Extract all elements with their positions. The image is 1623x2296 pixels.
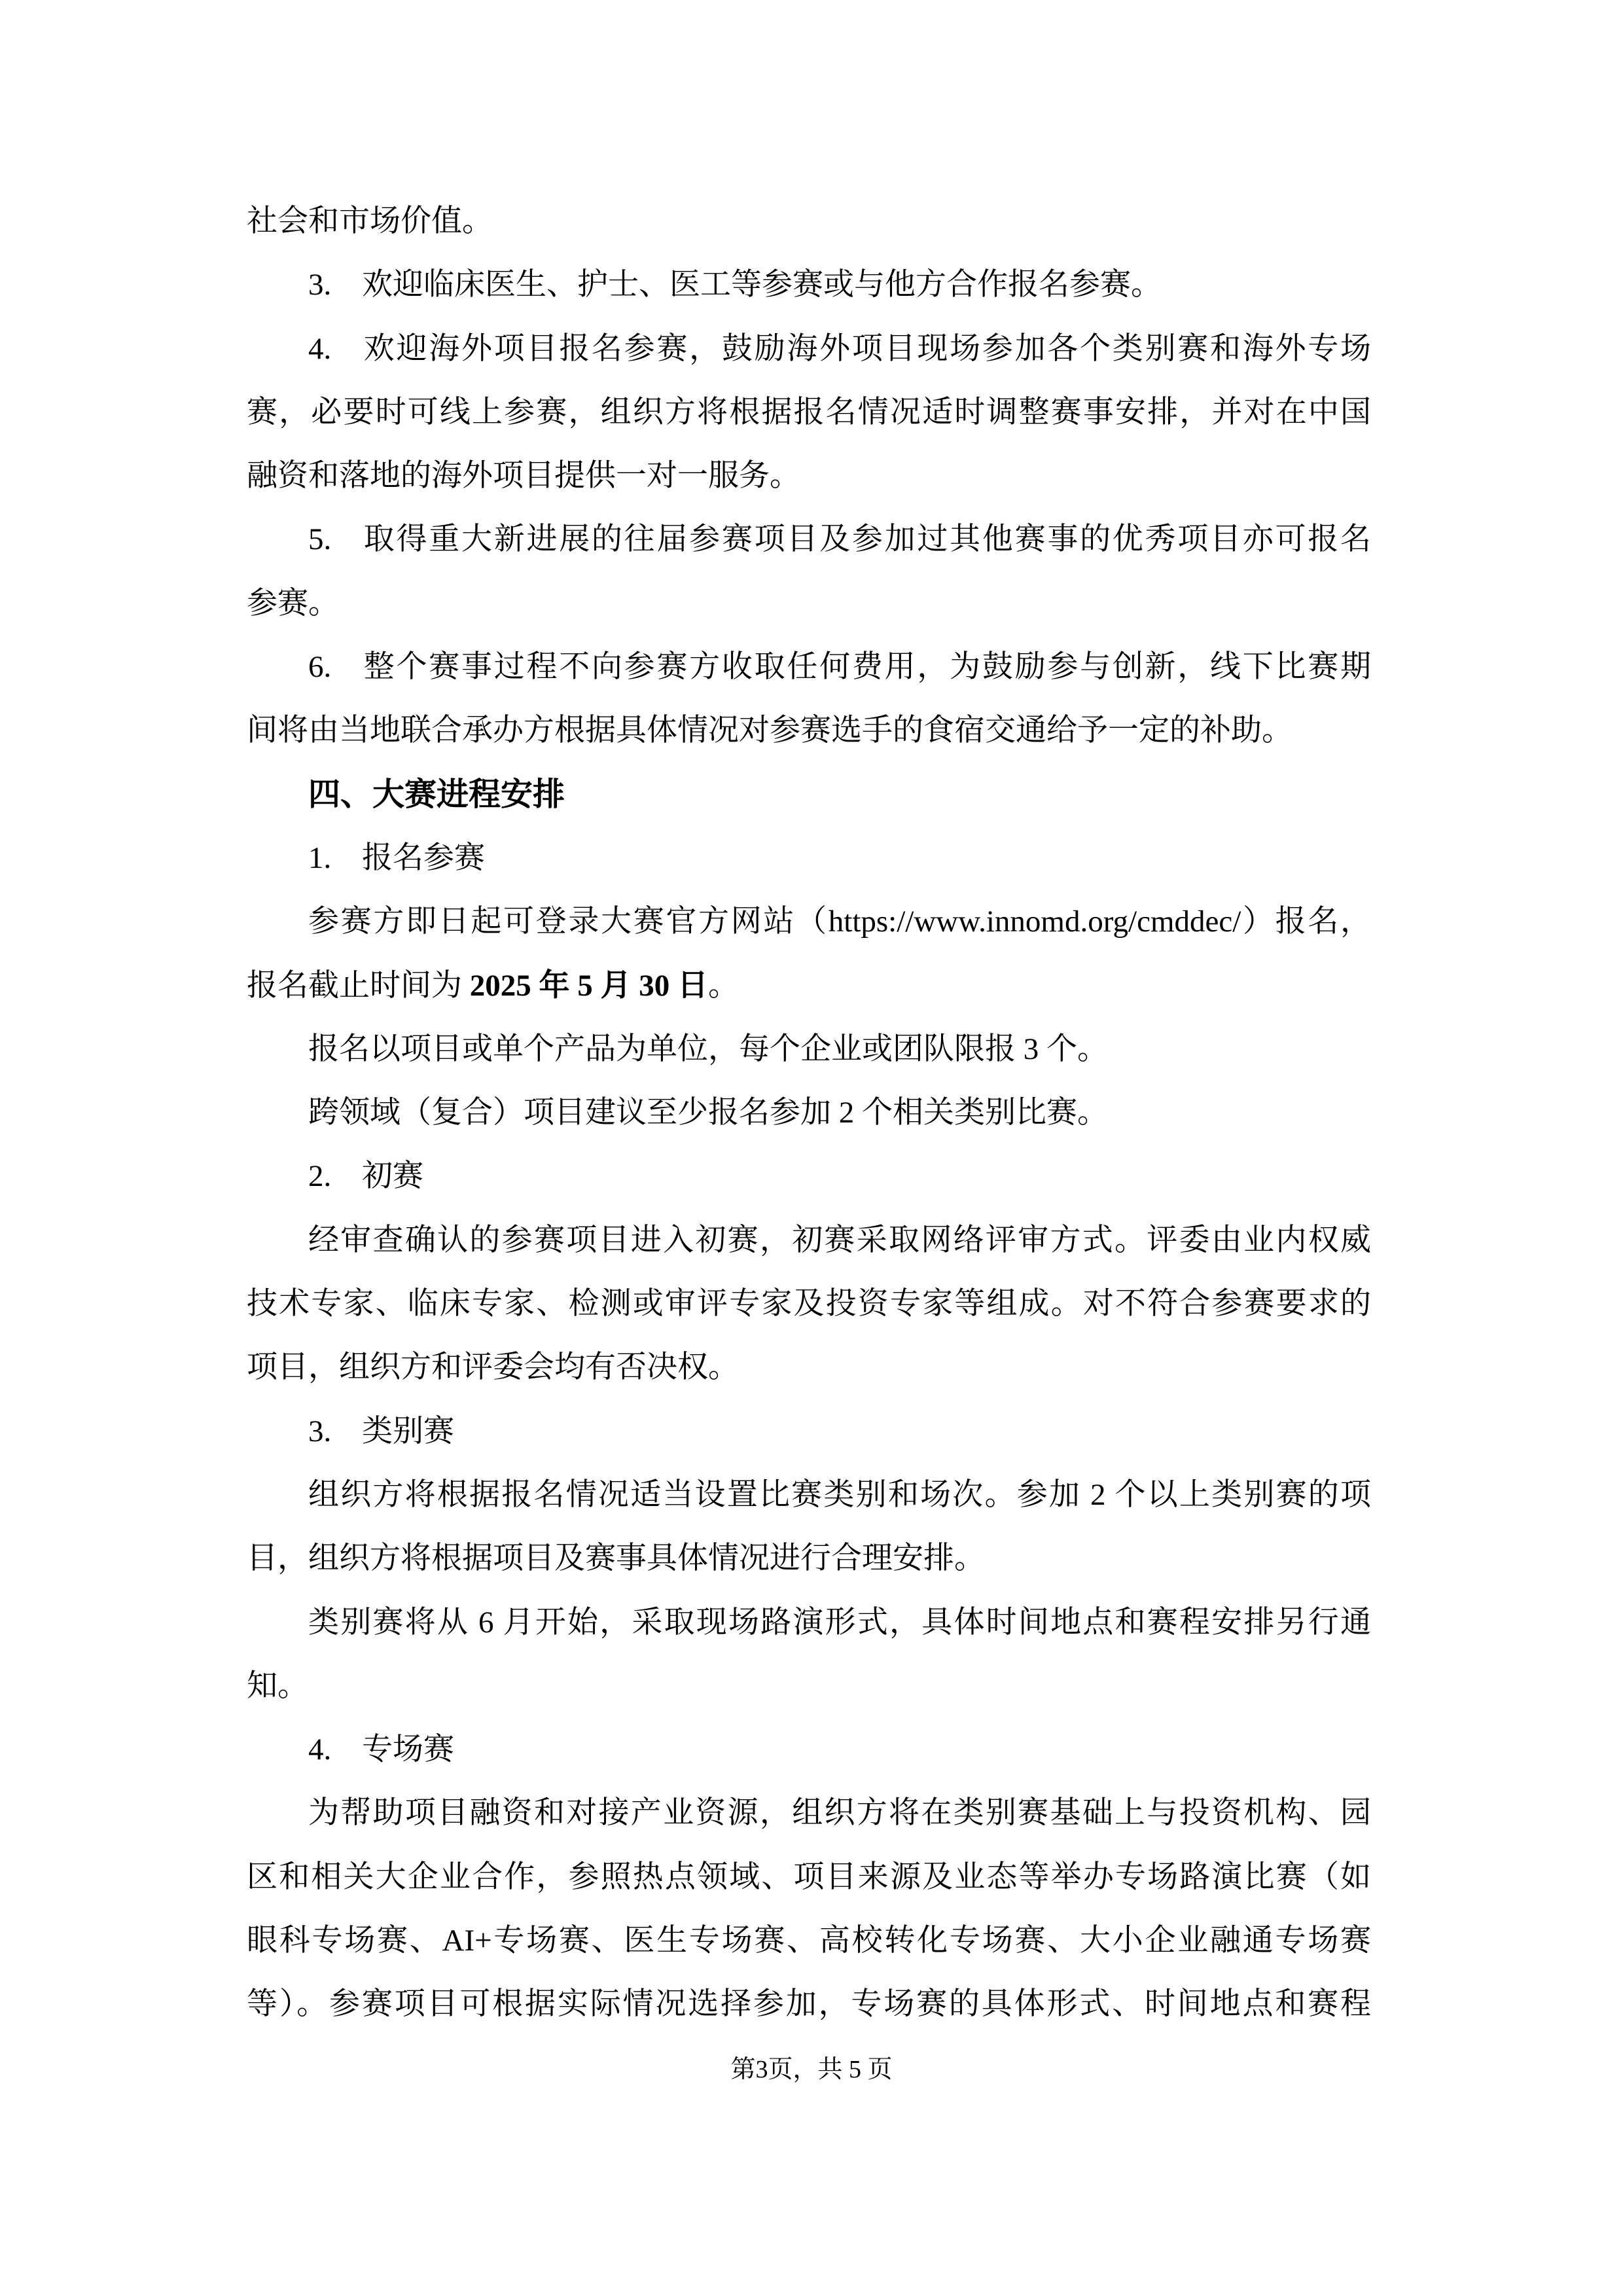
- document-text-block: [247, 190, 1371, 2037]
- text-segment: 项目，组织方和评委会均有否决权。: [247, 1350, 739, 1385]
- text-line: [247, 827, 1371, 890]
- list-number: 5.: [308, 522, 332, 557]
- text-segment: 整个赛事过程不向参赛方收取任何费用，为鼓励参与创新，线下比赛期: [362, 650, 1371, 685]
- text-line: [247, 381, 1371, 444]
- text-segment: 取得重大新进展的往届参赛项目及参加过其他赛事的优秀项目亦可报名: [362, 522, 1371, 557]
- text-segment: 赛，必要时可线上参赛，组织方将根据报名情况适时调整赛事安排，并对在中国: [247, 395, 1371, 429]
- page-number-footer: 第3页，共 5 页: [730, 2056, 893, 2083]
- text-line: [247, 954, 1371, 1018]
- list-number: 1.: [308, 840, 332, 875]
- text-segment: 社会和市场价值。: [247, 204, 493, 238]
- list-number: 3.: [308, 268, 332, 302]
- text-segment: 目，组织方将根据项目及赛事具体情况进行合理安排。: [247, 1541, 985, 1576]
- list-number: 3.: [308, 1414, 332, 1448]
- text-line: [247, 1272, 1371, 1336]
- text-segment: 欢迎海外项目报名参赛，鼓励海外项目现场参加各个类别赛和海外专场: [362, 331, 1371, 366]
- text-line: [247, 190, 1371, 253]
- text-segment: 知。: [247, 1668, 308, 1703]
- text-line: [247, 317, 1371, 381]
- text-line: [247, 1718, 1371, 1782]
- text-segment: 为帮助项目融资和对接产业资源，组织方将在类别赛基础上与投资机构、园: [308, 1796, 1371, 1831]
- bold-text-segment: 2025 年 5 月 30 日: [469, 968, 708, 1003]
- text-line: [247, 1400, 1371, 1463]
- text-line: [247, 1463, 1371, 1527]
- text-line: [247, 1145, 1371, 1208]
- text-line: [247, 572, 1371, 636]
- text-segment: 融资和落地的海外项目提供一对一服务。: [247, 459, 800, 493]
- text-segment: 区和相关大企业合作，参照热点领域、项目来源及业态等举办专场路演比赛（如: [247, 1859, 1371, 1894]
- text-segment: 等）。参赛项目可根据实际情况选择参加，专场赛的具体形式、时间地点和赛程: [247, 1987, 1371, 2022]
- text-segment: 专场赛: [362, 1732, 454, 1767]
- text-line: [247, 444, 1371, 508]
- text-line: [247, 1018, 1371, 1081]
- text-line: [247, 890, 1371, 954]
- text-segment: 四、大赛进程安排: [308, 776, 565, 812]
- text-segment: 参赛。: [247, 586, 339, 620]
- text-line: [247, 1973, 1371, 2036]
- text-segment: 报名以项目或单个产品为单位，每个企业或团队限报 3 个。: [308, 1031, 1108, 1066]
- text-segment: 欢迎临床医生、护士、医工等参赛或与他方合作报名参赛。: [362, 268, 1162, 302]
- text-segment: 经审查确认的参赛项目进入初赛，初赛采取网络评审方式。评委由业内权威: [308, 1223, 1371, 1257]
- text-line: [247, 699, 1371, 762]
- text-line: [247, 508, 1371, 571]
- text-line: [247, 1782, 1371, 1845]
- text-line: [247, 1591, 1371, 1655]
- text-line: [247, 1846, 1371, 1909]
- text-segment: 间将由当地联合承办方根据具体情况对参赛选手的食宿交通给予一定的补助。: [247, 713, 1293, 748]
- text-segment: 眼科专场赛、AI+专场赛、医生专场赛、高校转化专场赛、大小企业融通专场赛: [247, 1924, 1371, 1958]
- text-line: [247, 1527, 1371, 1590]
- text-line: [247, 1655, 1371, 1718]
- text-line: [247, 253, 1371, 317]
- text-segment: 参赛方即日起可登录大赛官方网站（https://www.innomd.org/cmddec/）报名，: [308, 905, 1371, 939]
- text-line: [247, 1336, 1371, 1399]
- section-heading: [247, 763, 1371, 827]
- text-segment: 报名截止时间为: [247, 968, 470, 1003]
- list-number: 2.: [308, 1159, 332, 1194]
- text-line: [247, 1209, 1371, 1272]
- text-segment: 组织方将根据报名情况适当设置比赛类别和场次。参加 2 个以上类别赛的项: [308, 1477, 1371, 1512]
- text-segment: 初赛: [362, 1159, 423, 1194]
- text-segment: 类别赛: [362, 1414, 454, 1448]
- text-segment: 技术专家、临床专家、检测或审评专家及投资专家等组成。对不符合参赛要求的: [247, 1287, 1371, 1321]
- text-line: [247, 1081, 1371, 1145]
- list-number: 4.: [308, 331, 332, 366]
- text-line: [247, 1909, 1371, 1973]
- text-segment: 报名参赛: [362, 840, 485, 875]
- text-segment: 类别赛将从 6 月开始，采取现场路演形式，具体时间地点和赛程安排另行通: [308, 1605, 1371, 1640]
- text-line: [247, 636, 1371, 699]
- text-segment: 跨领域（复合）项目建议至少报名参加 2 个相关类别比赛。: [308, 1096, 1108, 1130]
- text-segment: 。: [708, 968, 739, 1003]
- list-number: 4.: [308, 1732, 332, 1767]
- list-number: 6.: [308, 650, 332, 685]
